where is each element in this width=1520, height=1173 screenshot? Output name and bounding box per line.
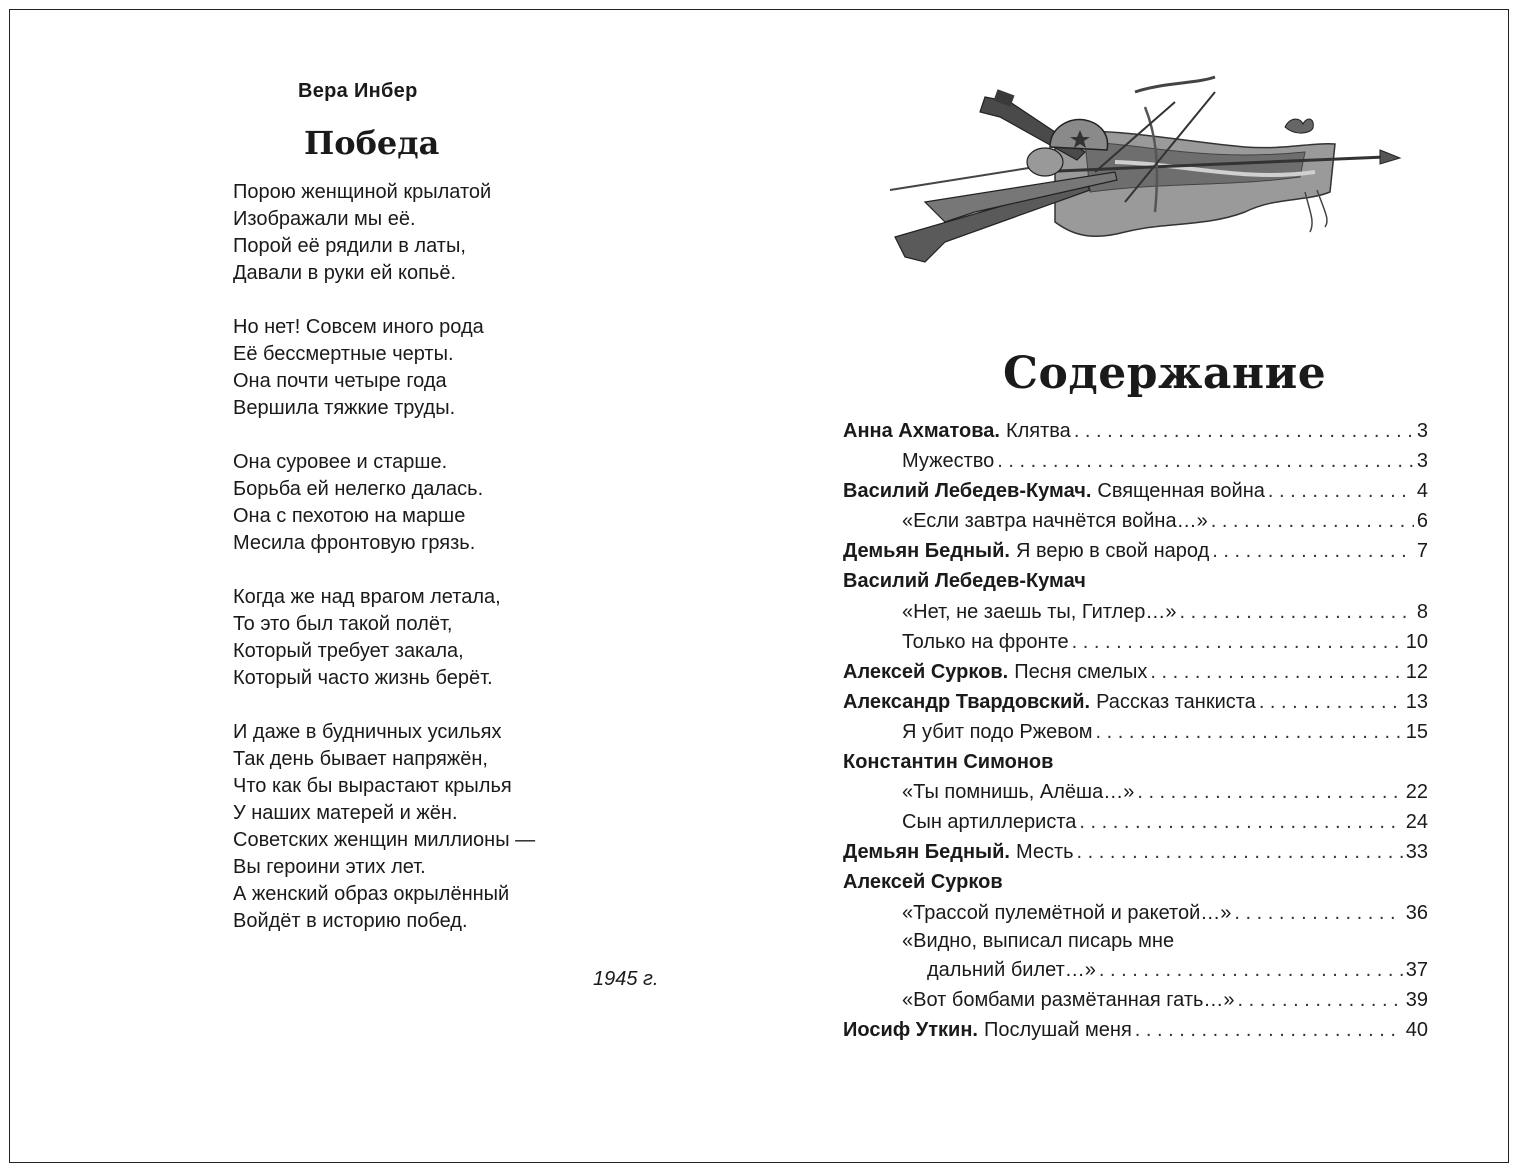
poem-line: Месила фронтовую грязь. bbox=[233, 532, 476, 554]
contents-entry bbox=[843, 1015, 1428, 1045]
contents-page-number: 22 bbox=[1405, 781, 1428, 804]
contents-leader-dots bbox=[1238, 985, 1403, 1015]
contents-work-title: Только на фронте bbox=[902, 630, 1069, 653]
poem-line: Порой её рядили в латы, bbox=[233, 235, 466, 257]
contents-author: Иосиф Уткин. bbox=[843, 1018, 978, 1041]
contents-entry bbox=[843, 446, 1428, 476]
poem-line: Советских женщин миллионы — bbox=[233, 829, 536, 851]
contents-work-title: Послушай меня bbox=[983, 1018, 1132, 1041]
contents-author: Демьян Бедный. bbox=[843, 540, 1010, 563]
contents-entry bbox=[843, 416, 1428, 446]
contents-leader-dots bbox=[1180, 597, 1414, 627]
poem-stanza bbox=[233, 314, 535, 422]
contents-title: Содержание bbox=[1003, 348, 1327, 399]
contents-entry bbox=[843, 747, 1428, 777]
contents-page-number: 37 bbox=[1405, 958, 1428, 981]
contents-page-number: 24 bbox=[1405, 811, 1428, 834]
contents-author: Алексей Сурков bbox=[843, 871, 1003, 894]
contents-author: Александр Твардовский. bbox=[843, 690, 1091, 713]
poem-line: Её бессмертные черты. bbox=[233, 343, 454, 365]
contents-entry bbox=[843, 566, 1428, 596]
poem-line: Давали в руки ей копьё. bbox=[233, 262, 457, 284]
contents-page-number: 36 bbox=[1405, 901, 1428, 924]
contents-author: Анна Ахматова. bbox=[843, 420, 1000, 442]
poem-stanza bbox=[233, 719, 535, 935]
contents-entry bbox=[843, 657, 1428, 687]
poem-line: Который требует закала, bbox=[233, 640, 464, 662]
poem-line: Порою женщиной крылатой bbox=[233, 181, 492, 203]
contents-leader-dots bbox=[1211, 506, 1414, 536]
contents-leader-dots bbox=[1135, 1015, 1403, 1045]
poem-line: Она почти четыре года bbox=[233, 370, 447, 392]
poem-line: А женский образ окрылённый bbox=[233, 883, 510, 905]
contents-leader-dots bbox=[1150, 657, 1402, 687]
contents-page-number: 12 bbox=[1405, 660, 1428, 683]
poem-line: То это был такой полёт, bbox=[233, 613, 453, 635]
contents-work-title: «Ты помнишь, Алёша…» bbox=[902, 781, 1135, 804]
contents-leader-dots bbox=[1096, 717, 1403, 747]
contents-leader-dots bbox=[1268, 476, 1414, 506]
poem-line: У наших матерей и жён. bbox=[233, 802, 458, 824]
poem-stanza bbox=[233, 449, 535, 557]
contents-page-number: 4 bbox=[1416, 480, 1428, 503]
poem-title: Победа bbox=[304, 124, 440, 162]
contents-leader-dots bbox=[1212, 536, 1414, 566]
poem-body bbox=[233, 179, 535, 962]
contents-work-title: Сын артиллериста bbox=[902, 811, 1077, 834]
contents-work-title: Я верю в свой народ bbox=[1015, 540, 1210, 563]
poem-line: Но нет! Совсем иного рода bbox=[233, 316, 484, 338]
contents-page-number: 6 bbox=[1416, 510, 1428, 533]
contents-work-title: Священная война bbox=[1097, 480, 1265, 503]
contents-work-title: «Трассой пулемётной и ракетой…» bbox=[902, 901, 1232, 924]
contents-leader-dots bbox=[1079, 807, 1402, 837]
contents-entry bbox=[843, 476, 1428, 506]
contents-page-number: 33 bbox=[1405, 841, 1428, 864]
contents-page-number: 10 bbox=[1405, 630, 1428, 653]
poem-line: И даже в будничных усильях bbox=[233, 721, 502, 743]
contents-work-title: «Если завтра начнётся война…» bbox=[902, 510, 1208, 533]
contents-work-title: Песня смелых bbox=[1014, 660, 1148, 683]
contents-leader-dots bbox=[1074, 416, 1414, 446]
contents-work-title: Я убит подо Ржевом bbox=[902, 720, 1093, 743]
poem-line: Вы героини этих лет. bbox=[233, 856, 426, 878]
contents-work-title: «Вот бомбами размётанная гать…» bbox=[902, 988, 1235, 1011]
contents-work-title: Клятва bbox=[1005, 420, 1071, 442]
contents-entry bbox=[843, 807, 1428, 837]
contents-entry bbox=[843, 955, 1428, 985]
poem-line: Изображали мы её. bbox=[233, 208, 416, 230]
contents-leader-dots bbox=[1099, 955, 1403, 985]
poem-author: Вера Инбер bbox=[298, 80, 418, 102]
contents-entry bbox=[843, 536, 1428, 566]
contents-leader-dots bbox=[1137, 777, 1402, 807]
contents-page-number: 40 bbox=[1405, 1018, 1428, 1041]
contents-author: Константин Симонов bbox=[843, 751, 1054, 774]
contents-author: Алексей Сурков. bbox=[843, 660, 1009, 683]
contents-page-number: 8 bbox=[1416, 600, 1428, 623]
contents-work-title: Мужество bbox=[902, 450, 995, 473]
poem-line: Она суровее и старше. bbox=[233, 451, 448, 473]
contents-page-number: 3 bbox=[1416, 450, 1428, 473]
contents-page-number: 15 bbox=[1405, 720, 1428, 743]
contents-author: Василий Лебедев-Кумач bbox=[843, 570, 1086, 593]
poem-stanza bbox=[233, 179, 535, 287]
contents-entry bbox=[843, 867, 1428, 897]
poem-line: Так день бывает напряжён, bbox=[233, 748, 488, 770]
poem-stanza bbox=[233, 584, 535, 692]
contents-entry bbox=[843, 717, 1428, 747]
poem-line: Который часто жизнь берёт. bbox=[233, 667, 493, 689]
contents-entry bbox=[843, 898, 1428, 928]
contents-leader-dots bbox=[1072, 627, 1403, 657]
poem-line: Вершила тяжкие труды. bbox=[233, 397, 456, 419]
military-trophies-illustration bbox=[885, 72, 1405, 272]
contents-author: Демьян Бедный. bbox=[843, 841, 1010, 864]
poem-line: Она с пехотою на марше bbox=[233, 505, 466, 527]
contents-work-title: «Видно, выписал писарь мне bbox=[902, 929, 1175, 952]
contents-leader-dots bbox=[1234, 898, 1402, 928]
contents-page-number: 39 bbox=[1405, 988, 1428, 1011]
contents-entry bbox=[843, 985, 1428, 1015]
contents-entry bbox=[843, 506, 1428, 536]
contents-leader-dots bbox=[1259, 687, 1403, 717]
contents-page-number: 13 bbox=[1405, 690, 1428, 713]
contents-work-title: дальний билет…» bbox=[927, 958, 1096, 981]
contents-work-title: Рассказ танкиста bbox=[1096, 690, 1256, 713]
poem-line: Войдёт в историю побед. bbox=[233, 910, 468, 932]
contents-entry bbox=[843, 627, 1428, 657]
contents-leader-dots bbox=[1077, 837, 1403, 867]
contents-entry bbox=[843, 837, 1428, 867]
contents-page-number: 7 bbox=[1416, 540, 1428, 563]
contents-work-title: Месть bbox=[1015, 841, 1074, 864]
poem-date: 1945 г. bbox=[593, 968, 659, 990]
poem-line: Когда же над врагом летала, bbox=[233, 586, 501, 608]
contents-leader-dots bbox=[997, 446, 1414, 476]
table-of-contents bbox=[843, 416, 1428, 1045]
contents-page-number: 3 bbox=[1416, 420, 1428, 442]
contents-author: Василий Лебедев-Кумач. bbox=[843, 480, 1092, 503]
contents-work-title: «Нет, не заешь ты, Гитлер…» bbox=[902, 600, 1177, 623]
contents-entry bbox=[843, 687, 1428, 717]
contents-entry bbox=[843, 777, 1428, 807]
poem-line: Что как бы вырастают крылья bbox=[233, 775, 512, 797]
contents-entry bbox=[843, 597, 1428, 627]
poem-line: Борьба ей нелегко далась. bbox=[233, 478, 484, 500]
contents-entry bbox=[843, 928, 1428, 955]
